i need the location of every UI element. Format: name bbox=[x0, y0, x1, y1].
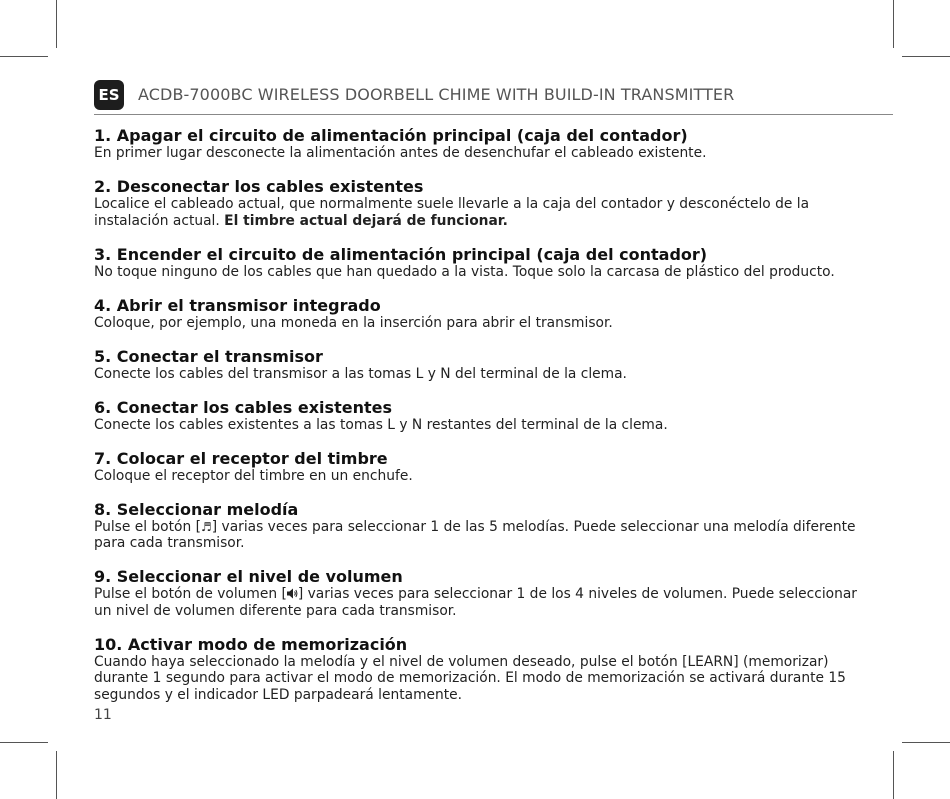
step-title: 4. Abrir el transmisor integrado bbox=[94, 295, 381, 315]
step-title: 2. Desconectar los cables existentes bbox=[94, 177, 424, 196]
crop-mark bbox=[0, 742, 48, 743]
step-text: Pulse el botón de volumen [ bbox=[94, 586, 287, 602]
step-title: 10. Activar modo de memorización bbox=[94, 634, 408, 654]
step-body: Conecte los cables del transmisor a las tomas L y N del terminal de la clema. bbox=[94, 365, 627, 382]
step-title: 5. Conectar el transmisor bbox=[94, 346, 323, 366]
step-body: No toque ninguno de los cables que han quedado a la vista. Toque solo la carcasa de plástico del producto. bbox=[94, 263, 835, 280]
step-title: 9. Seleccionar el nivel de volumen bbox=[94, 567, 403, 586]
step-5 bbox=[94, 347, 864, 383]
instructions bbox=[94, 126, 864, 719]
page-header bbox=[94, 80, 893, 115]
step-4 bbox=[94, 296, 864, 332]
step-title: 8. Seleccionar melodía bbox=[94, 499, 299, 519]
step-body: En primer lugar desconecte la alimentación antes de desenchufar el cableado existente. bbox=[94, 145, 707, 161]
step-text: ] varias veces para seleccionar 1 de los 4 niveles de volumen. Puede seleccionar un nivel de volumen diferente para cada transmisor. bbox=[94, 586, 857, 619]
step-body: Cuando haya seleccionado la melodía y el nivel de volumen deseado, pulse el botón [LEARN] (memorizar) durante 1 segundo para activar el modo de memorización. El modo de memorización se activará durante 15 segundos y el indicador LED parpadeará lentamente. bbox=[94, 653, 846, 703]
crop-mark bbox=[893, 0, 894, 48]
language-badge: ES bbox=[94, 80, 124, 110]
step-text: Pulse el botón [ bbox=[94, 518, 201, 535]
step-3 bbox=[94, 245, 864, 281]
step-body bbox=[94, 196, 864, 229]
crop-mark bbox=[893, 751, 894, 799]
header-divider bbox=[94, 114, 893, 115]
music-note-icon: ♬ bbox=[201, 519, 212, 534]
step-text: ] varias veces para seleccionar 1 de las 5 melodías. Puede seleccionar una melodía diferente para cada transmisor. bbox=[94, 518, 856, 551]
speaker-volume-icon bbox=[287, 586, 298, 603]
step-10 bbox=[94, 635, 864, 704]
page-number: 11 bbox=[94, 707, 112, 723]
step-2 bbox=[94, 177, 864, 229]
step-title: 1. Apagar el circuito de alimentación principal (caja del contador) bbox=[94, 126, 688, 145]
step-body: Coloque, por ejemplo, una moneda en la inserción para abrir el transmisor. bbox=[94, 314, 613, 331]
step-title: 7. Colocar el receptor del timbre bbox=[94, 448, 388, 468]
crop-mark bbox=[56, 0, 57, 48]
step-6 bbox=[94, 398, 864, 434]
step-1 bbox=[94, 126, 864, 162]
step-title: 6. Conectar los cables existentes bbox=[94, 397, 392, 417]
crop-mark bbox=[902, 742, 950, 743]
step-body bbox=[94, 519, 864, 552]
crop-mark bbox=[0, 56, 48, 57]
step-9 bbox=[94, 567, 864, 619]
step-8 bbox=[94, 500, 864, 552]
document-title: ACDB-7000BC WIRELESS DOORBELL CHIME WITH BUILD-IN TRANSMITTER bbox=[138, 85, 735, 104]
step-7 bbox=[94, 449, 864, 485]
step-body: Conecte los cables existentes a las tomas L y N restantes del terminal de la clema. bbox=[94, 416, 668, 433]
step-warning: El timbre actual dejará de funcionar. bbox=[224, 212, 508, 229]
crop-mark bbox=[902, 56, 950, 57]
step-title: 3. Encender el circuito de alimentación principal (caja del contador) bbox=[94, 244, 708, 264]
step-body: Coloque el receptor del timbre en un enchufe. bbox=[94, 467, 413, 484]
step-body bbox=[94, 586, 864, 619]
step-text: Localice el cableado actual, que normalmente suele llevarle a la caja del contador y desconéctelo de la instalación actual. bbox=[94, 196, 810, 229]
crop-mark bbox=[56, 751, 57, 799]
